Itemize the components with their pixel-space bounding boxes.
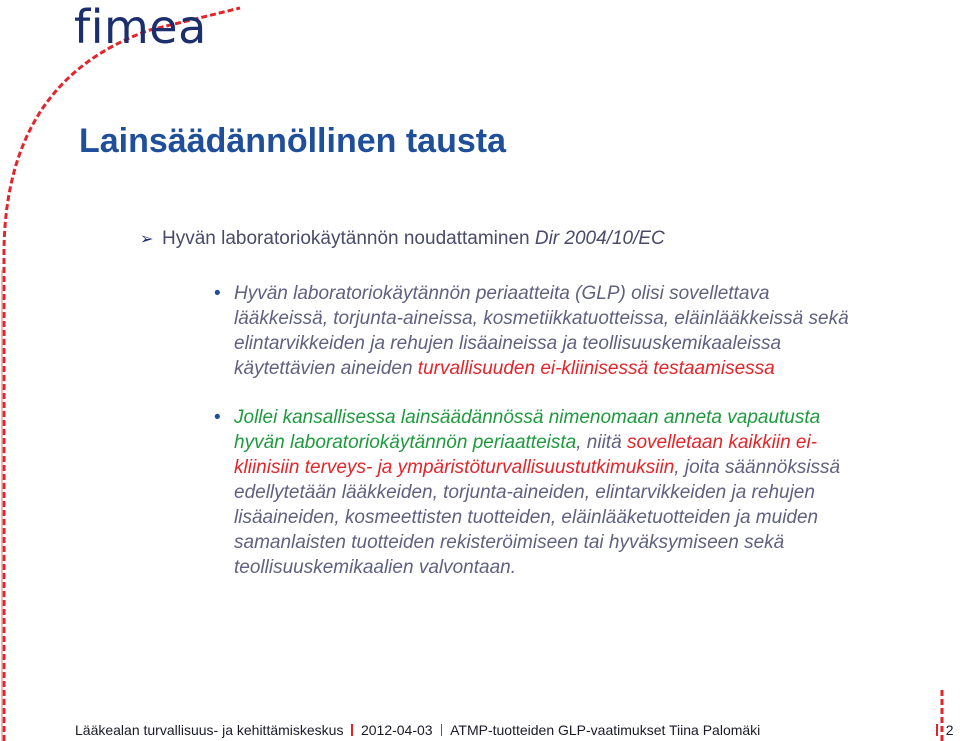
- footer-separator: [441, 724, 443, 736]
- bullet2-line2-red: sovelletaan kaikkiin ei-: [626, 432, 818, 453]
- footer-organization: Lääkealan turvallisuus- ja kehittämiskeskus: [75, 722, 344, 738]
- bullet2-line3-red: kliinisiin terveys- ja ympäristöturvallisuustutkimuksiin: [234, 457, 675, 478]
- bullet-glp-application: [214, 405, 914, 580]
- bullet2-line2-plain: , niitä: [576, 432, 627, 453]
- bullet2-line3-plain: , joita säännöksissä: [674, 457, 841, 478]
- bullet2-line7: teollisuuskemikaalien valvontaan.: [234, 557, 516, 578]
- footer-separator: [351, 724, 353, 736]
- bullet2-line4: edellytetään lääkkeiden, torjunta-aineiden, elintarvikkeiden ja rehujen: [234, 482, 815, 503]
- bullet-glp-scope: [214, 281, 914, 381]
- footer-separator: [936, 724, 938, 736]
- bullet1-line1: Hyvän laboratoriokäytännön periaatteita (GLP) olisi sovellettava: [234, 283, 770, 304]
- footer-date: 2012-04-03: [360, 722, 433, 738]
- bullet2-line6: samanlaisten tuotteiden rekisteröimiseen tai hyväksymiseen sekä: [234, 532, 785, 553]
- bullet1-line2: lääkkeissä, torjunta-aineissa, kosmetiikkatuotteissa, eläinlääkkeissä sekä: [234, 308, 849, 329]
- subheading: [140, 226, 665, 253]
- footer: [75, 721, 960, 739]
- page-title: Lainsäädännöllinen tausta: [79, 122, 506, 160]
- bullet2-line1: Jollei kansallisessa lainsäädännössä nimenomaan anneta vapautusta: [234, 407, 821, 428]
- bullet2-line2-green: hyvän laboratoriokäytännön periaatteista: [234, 432, 577, 453]
- bullet1-line4: käytettävien aineiden: [234, 358, 418, 379]
- subheading-lead: Hyvän laboratoriokäytännön noudattaminen: [162, 228, 535, 249]
- bullet-dot-icon: •: [214, 407, 221, 428]
- footer-topic: ATMP-tuotteiden GLP-vaatimukset Tiina Palomäki: [450, 722, 761, 738]
- arrow-bullet-icon: ➢: [140, 231, 154, 248]
- fimea-logo: fimea: [74, 0, 207, 54]
- bullet1-highlight: turvallisuuden ei-kliinisessä testaamisessa: [417, 358, 775, 379]
- directive-reference: Dir 2004/10/EC: [534, 228, 665, 249]
- bullet-dot-icon: •: [214, 283, 221, 304]
- bullet1-line3: elintarvikkeiden ja rehujen lisäaineissa ja teollisuuskemikaaleissa: [234, 333, 782, 354]
- page-number: 2: [945, 722, 954, 738]
- bullet2-line5: lisäaineiden, kosmeettisten tuotteiden, eläinlääketuotteiden ja muiden: [234, 507, 819, 528]
